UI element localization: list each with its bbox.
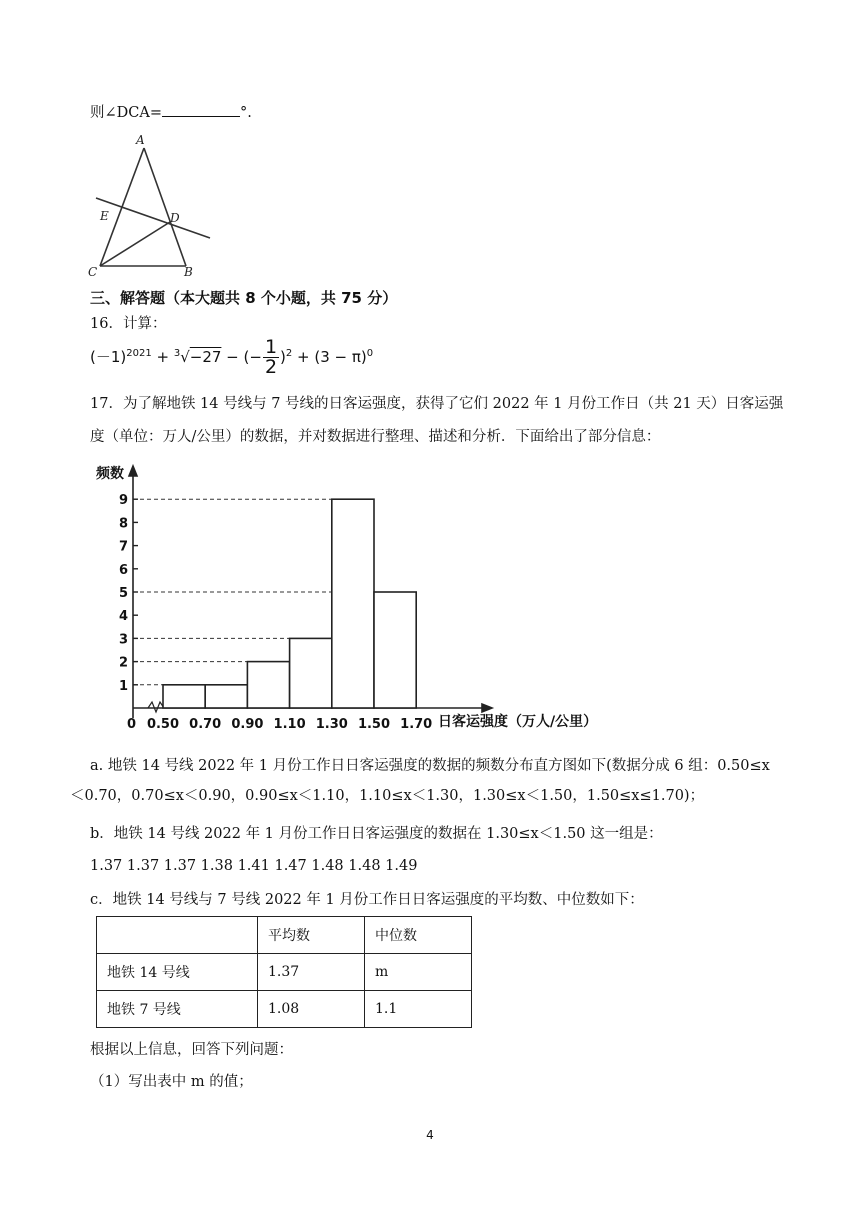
table-cell: 1.37 xyxy=(258,954,365,991)
y-arrow xyxy=(129,466,137,476)
x-tick-label: 0.70 xyxy=(189,717,222,732)
table-cell: 地铁 14 号线 xyxy=(97,954,258,991)
label-a: A xyxy=(136,133,145,147)
q17-item-c: c．地铁 14 号线与 7 号线 2022 年 1 月份工作日日客运强度的平均数、中位数如下： xyxy=(90,892,644,908)
y-tick-label: 8 xyxy=(119,516,129,532)
label-b: B xyxy=(184,265,193,278)
q17-intro-line2: 度（单位：万人/公里）的数据，并对数据进行整理、描述和分析．下面给出了部分信息： xyxy=(90,429,661,445)
axis-break xyxy=(148,702,164,712)
frac-den: 2 xyxy=(264,356,278,378)
y-tick-label: 9 xyxy=(119,493,129,509)
answer-line xyxy=(90,102,252,123)
triangle-figure xyxy=(86,128,222,278)
formula-exp-last: 0 xyxy=(366,348,374,359)
y-tick-label: 2 xyxy=(119,655,129,671)
table-header-cell: 平均数 xyxy=(258,917,365,954)
q16-label: 16．计算： xyxy=(90,316,167,332)
x-arrow xyxy=(482,704,492,712)
table-header-cell xyxy=(97,917,258,954)
answer-blank xyxy=(162,102,240,117)
x-tick-label: 0.50 xyxy=(146,717,180,732)
table-header-cell: 中位数 xyxy=(365,917,472,954)
q17-item-a-line2: ＜0.70，0.70≤x＜0.90，0.90≤x＜1.10，1.10≤x＜1.30，1.30≤x＜1.50，1.50≤x≤1.70)； xyxy=(70,788,705,804)
table-header-row xyxy=(97,917,472,954)
formula-exp1: 2021 xyxy=(126,348,152,359)
answer-suffix: °. xyxy=(240,105,252,121)
root-index: 3 xyxy=(173,348,181,359)
table-row xyxy=(97,954,472,991)
x-tick-label: 1.70 xyxy=(400,717,433,732)
histogram-bar xyxy=(205,685,247,708)
label-d: D xyxy=(170,211,180,225)
frac-num: 1 xyxy=(264,336,278,358)
q17-item-b-line1: b．地铁 14 号线 2022 年 1 月份工作日日客运强度的数据在 1.30≤x＜1.50 这一组是： xyxy=(90,826,663,842)
formula-plus2: + (3 − π) xyxy=(292,348,367,366)
x-axis-label: 日客运强度（万人/公里） xyxy=(438,714,598,730)
q16-formula: $(-1)^{2021} + ^3√-27$ − (− $\frac{1}{2}$ )$^2 + (3 - \pi)^0$ xyxy=(90,336,374,378)
histogram-bar xyxy=(247,662,289,708)
y-tick-label: 7 xyxy=(119,539,129,555)
table-cell: 1.1 xyxy=(365,991,472,1028)
frac-exp: 2 xyxy=(285,348,293,359)
q17-intro-line1: 17．为了解地铁 14 号线与 7 号线的日客运强度，获得了它们 2022 年 1 月份工作日（共 21 天）日客运强 xyxy=(90,396,784,412)
table-cell: 1.08 xyxy=(258,991,365,1028)
y-axis-label: 频数 xyxy=(96,466,124,482)
x-tick-label: 1.10 xyxy=(273,717,306,732)
histogram-bar xyxy=(374,592,416,708)
histogram-bar xyxy=(332,499,374,708)
page-number: 4 xyxy=(426,1128,434,1142)
label-e: E xyxy=(100,209,109,223)
table-row xyxy=(97,991,472,1028)
fraction xyxy=(263,338,279,377)
histogram-bar xyxy=(290,638,332,708)
formula-plus1: + xyxy=(151,348,174,366)
origin-label: 0 xyxy=(127,717,137,732)
section-heading: 三、解答题（本大题共 8 个小题，共 75 分） xyxy=(90,289,398,307)
y-tick-label: 6 xyxy=(119,562,129,578)
label-c: C xyxy=(88,265,98,278)
y-tick-label: 4 xyxy=(119,609,129,625)
radicand: −27 xyxy=(189,348,222,366)
table-cell: m xyxy=(365,954,472,991)
q17-after-table: 根据以上信息，回答下列问题： xyxy=(90,1042,293,1058)
formula-minus: − (− xyxy=(221,348,262,366)
x-tick-label: 1.50 xyxy=(357,717,391,732)
y-tick-label: 5 xyxy=(119,586,129,601)
x-tick-label: 1.30 xyxy=(315,717,348,732)
q17-item-b-line2: 1.37 1.37 1.37 1.38 1.41 1.47 1.48 1.48 1.49 xyxy=(90,858,418,874)
table-cell: 地铁 7 号线 xyxy=(97,991,258,1028)
radical-sign: √ xyxy=(180,348,190,366)
y-tick-label: 1 xyxy=(119,678,129,694)
answer-prefix: 则∠DCA= xyxy=(90,105,162,121)
formula-term1: (－1) xyxy=(90,348,127,366)
q17-sub1: （1）写出表中 m 的值； xyxy=(90,1074,253,1090)
x-tick-label: 0.90 xyxy=(231,717,264,732)
q17-item-a-line1: a. 地铁 14 号线 2022 年 1 月份工作日日客运强度的数据的频数分布直方图如下(数据分成 6 组：0.50≤x xyxy=(90,758,770,774)
stats-table xyxy=(96,916,472,1028)
y-tick-label: 3 xyxy=(119,632,129,648)
histogram-bar xyxy=(163,685,205,708)
histogram-chart xyxy=(86,462,646,738)
